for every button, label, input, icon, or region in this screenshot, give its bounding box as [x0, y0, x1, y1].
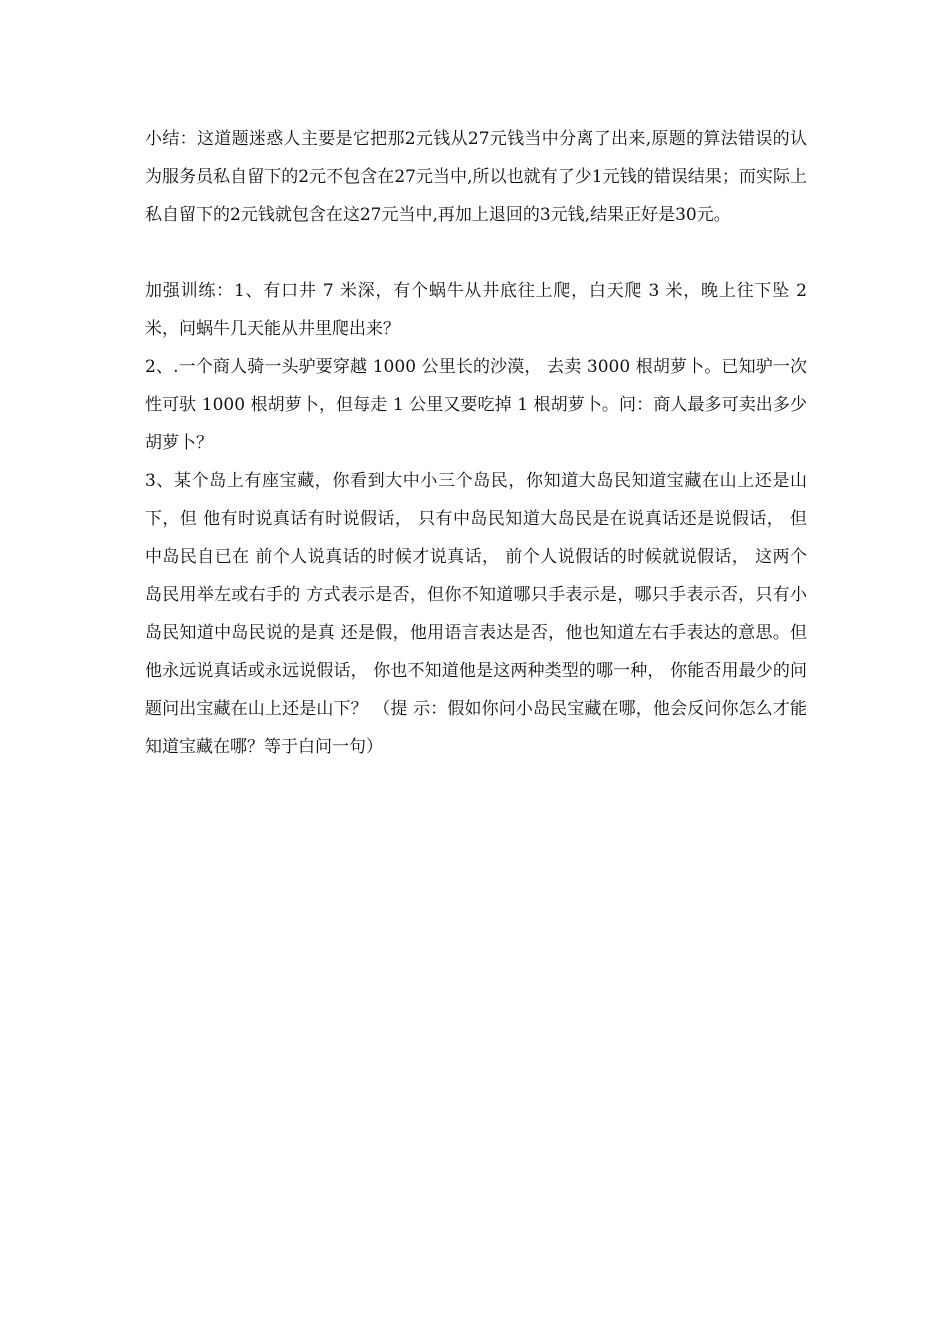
exercise-2-paragraph: 2、.一个商人骑一头驴要穿越 1000 公里长的沙漠， 去卖 3000 根胡萝卜。已知驴一次性可驮 1000 根胡萝卜，但每走 1 公里又要吃掉 1 根胡萝卜。问：商人最多可卖出多少胡萝卜？ [145, 357, 807, 453]
summary-paragraph: 小结：这道题迷惑人主要是它把那2元钱从27元钱当中分离了出来,原题的算法错误的认为服务员私自留下的2元不包含在27元当中,所以也就有了少1元钱的错误结果；而实际上私自留下的2元钱就包含在这27元当中,再加上退回的3元钱,结果正好是30元。 [145, 129, 807, 225]
document-body [145, 120, 807, 766]
paragraph-spacer [145, 234, 807, 272]
exercise-3-paragraph: 3、某个岛上有座宝藏，你看到大中小三个岛民，你知道大岛民知道宝藏在山上还是山下，但 他有时说真话有时说假话， 只有中岛民知道大岛民是在说真话还是说假话， 但中岛民自已在 前个人说真话的时候才说真话， 前个人说假话的时候就说假话， 这两个岛民用举左或右手的 方式表示是否，但你不知道哪只手表示是，哪只手表示否，只有小岛民知道中岛民说的是真 还是假，他用语言表达是否，他也知道左右手表达的意思。但他永远说真话或永远说假话， 你也不知道他是这两种类型的哪一种， 你能否用最少的问题问出宝藏在山上还是山下？ （提 示：假如你问小岛民宝藏在哪，他会反问你怎么才能知道宝藏在哪？等于白问一句） [145, 471, 807, 757]
exercise-1-paragraph: 加强训练：1、有口井 7 米深，有个蜗牛从井底往上爬，白天爬 3 米，晚上往下坠 2 米，问蜗牛几天能从井里爬出来？ [145, 281, 807, 339]
